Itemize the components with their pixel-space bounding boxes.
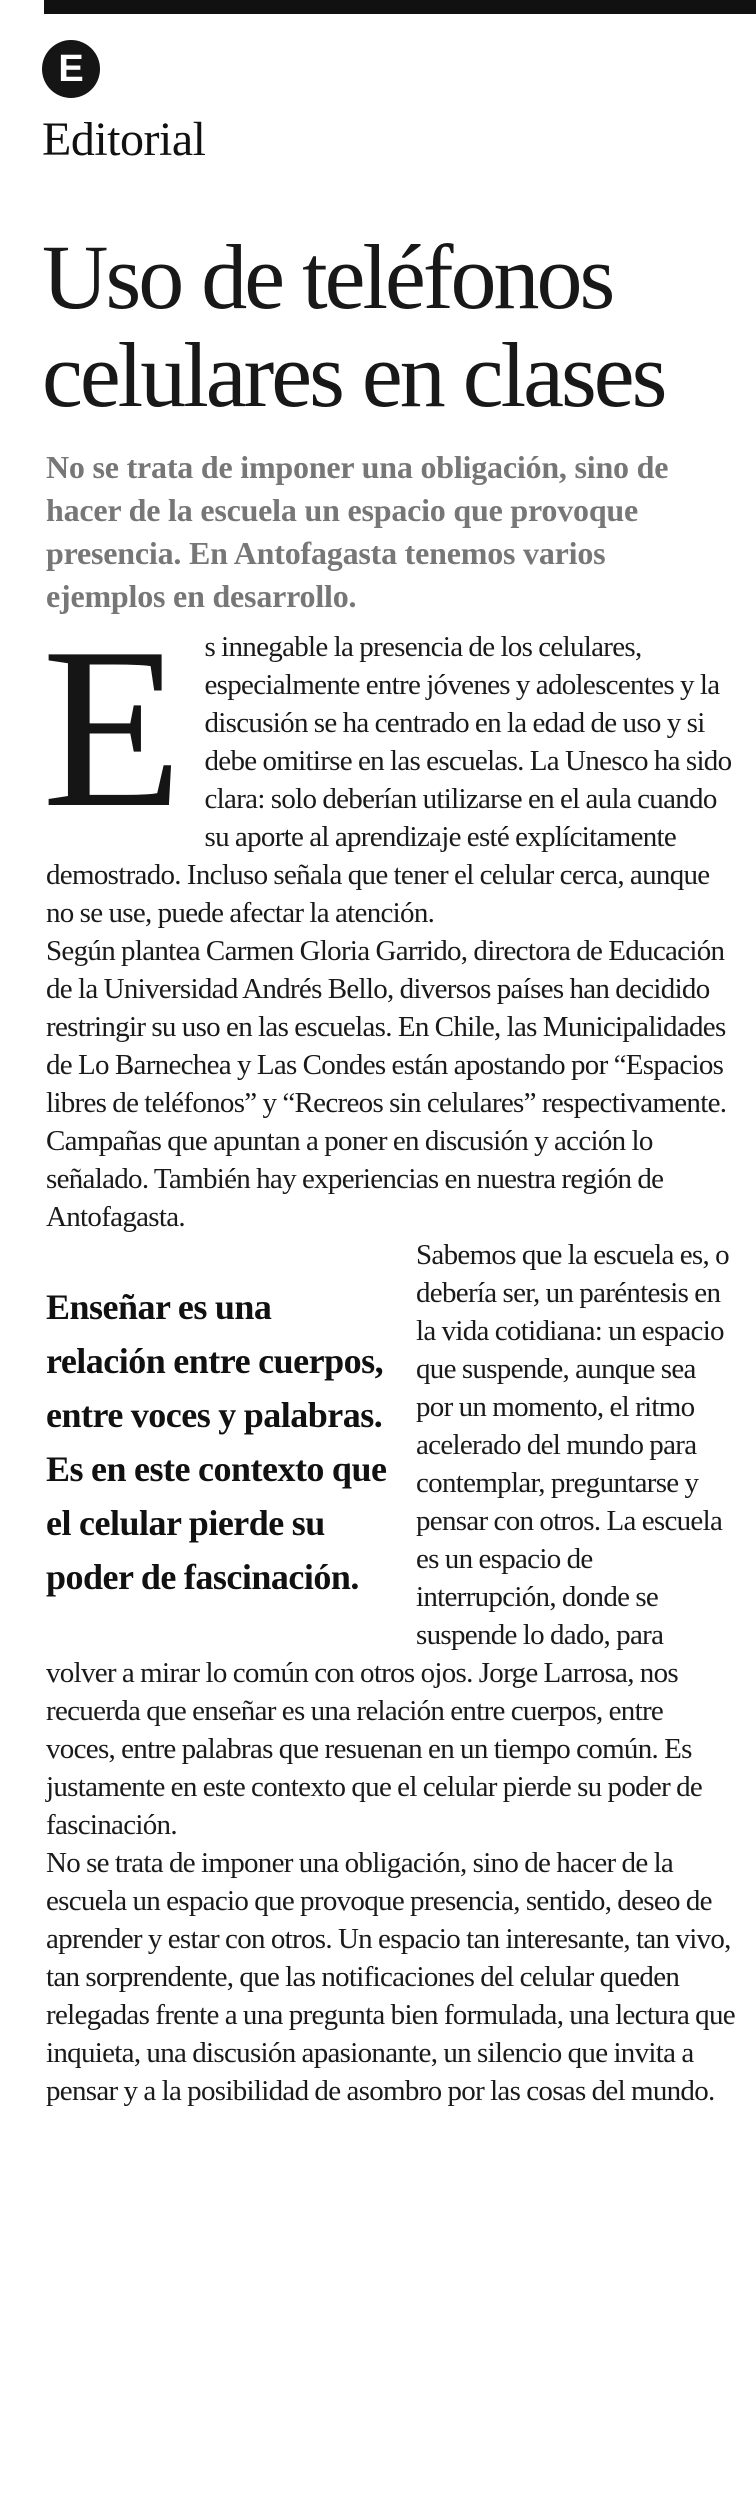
paragraph-2: Según plantea Carmen Gloria Garrido, directora de Educación de la Universidad Andrés Bello, diversos países han decidido restringir su uso en las escuelas. En Chile, las Municipalidades de Lo Barnechea y Las Condes están apostando por “Espacios libres de teléfonos” y “Recreos sin celulares” respectivamente. Campañas que apuntan a poner en discusión y acción lo señalado. También hay experiencias en nuestra región de Antofagasta. <box>46 935 727 1233</box>
article-body <box>42 600 736 2110</box>
paragraph-3: Sabemos que la escuela es, o debería ser, un paréntesis en la vida cotidiana: un espacio que suspende, aunque sea por un momento, el ritmo acelerado del mundo para contemplar, preguntarse y pensar con otros. La escuela es un espacio de interrupción, donde se suspende lo dado, para volver a mirar lo común con otros ojos. Jorge Larrosa, nos recuerda que enseñar es una relación entre cuerpos, entre voces, entre palabras que resuenan en un tiempo común. Es justamente en este contexto que el celular pierde su poder de fascinación. <box>46 1239 729 1841</box>
dropcap: E <box>42 600 183 855</box>
pull-quote: Enseñar es una relación entre cuerpos, entre voces y palabras. Es en este contexto que el celular pierde su poder de fascinación. <box>46 1287 387 1597</box>
deck: No se trata de imponer una obligación, sino de hacer de la escuela un espacio que provoque presencia. En Antofagasta tenemos varios ejemplos en desarrollo. <box>46 449 669 614</box>
editorial-badge <box>42 40 100 98</box>
paragraph-4: No se trata de imponer una obligación, sino de hacer de la escuela un espacio que provoque presencia, sentido, deseo de aprender y estar con otros. Un espacio tan interesante, tan vivo, tan sorprendente, que las notificaciones del celular queden relegadas frente a una pregunta bien formulada, una lectura que inquieta, una discusión apasionante, un silencio que invita a pensar y a la posibilidad de asombro por las cosas del mundo. <box>46 1847 735 2107</box>
top-rule <box>44 0 756 14</box>
headline-line-1: Uso de teléfonos <box>42 226 613 328</box>
headline-line-2: celulares en clases <box>42 324 665 426</box>
headline <box>42 228 732 424</box>
badge-letter: E <box>58 47 84 90</box>
paragraph-1: s innegable la presencia de los celulares, especialmente entre jóvenes y adolescentes y la discusión se ha centrado en la edad de uso y si debe omitirse en las escuelas. La Unesco ha sido clara: solo deberían utilizarse en el aula cuando su aporte al aprendizaje esté explícitamente demostrado. Incluso señala que tener el celular cerca, aunque no se use, puede afectar la atención. <box>46 631 732 929</box>
section-label: Editorial <box>42 113 206 166</box>
